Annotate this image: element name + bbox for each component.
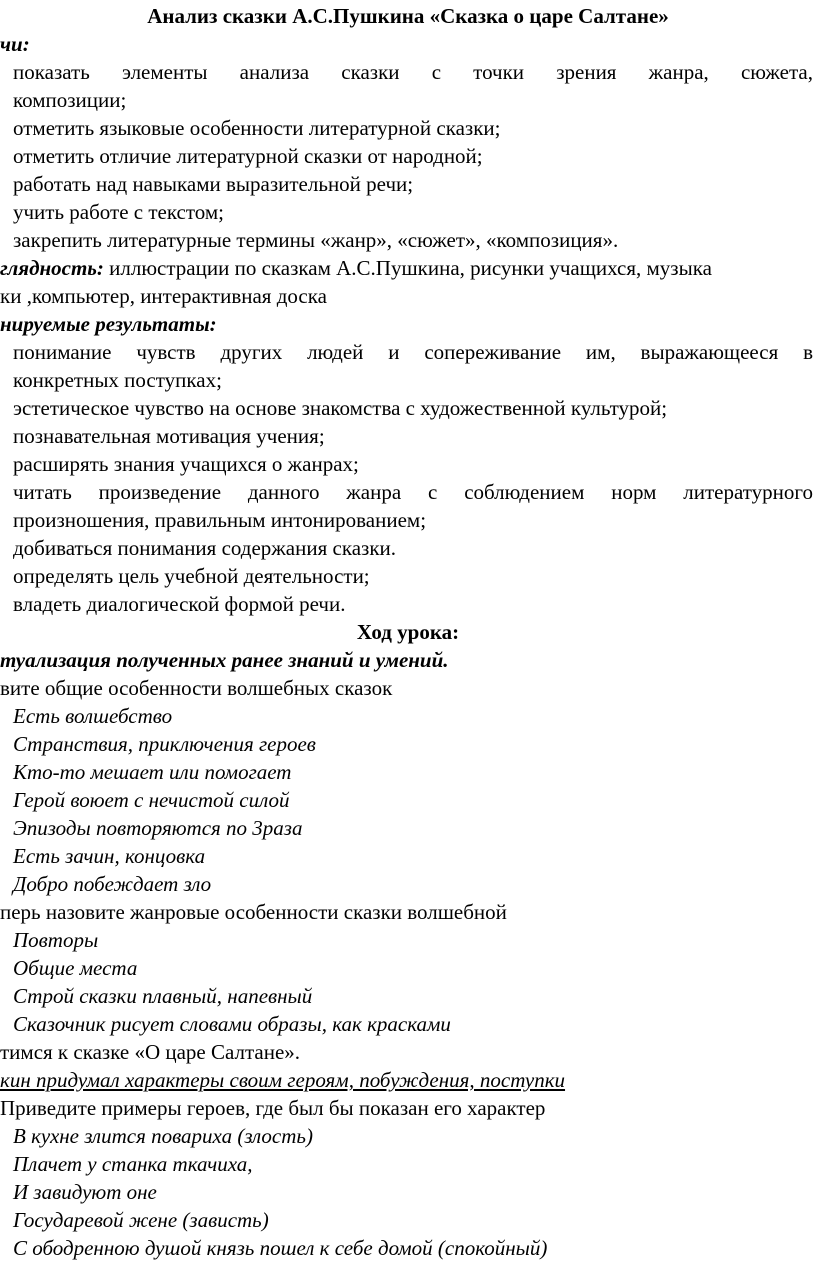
result-item: конкретных поступках;	[13, 368, 222, 392]
document-title: Анализ сказки А.С.Пушкина «Сказка о царе Салтане»	[147, 4, 669, 28]
task-item: отметить языковые особенности литературной сказки;	[13, 116, 501, 140]
result-item: произношения, правильным интонированием;	[13, 508, 427, 532]
lesson-heading: Ход урока:	[356, 620, 460, 644]
visual-aids-text: иллюстрации по сказкам А.С.Пушкина, рисунки учащихся, музыка	[109, 256, 712, 280]
result-item: определять цель учебной деятельности;	[13, 564, 370, 588]
quote-line: Плачет у станка ткачиха,	[13, 1152, 253, 1176]
genre-feature-item: Строй сказки плавный, напевный	[13, 984, 313, 1008]
feature-item: Кто-то мешает или помогает	[13, 760, 292, 784]
quote-line: В кухне злится повариха (злость)	[13, 1124, 313, 1148]
feature-item: Есть зачин, концовка	[13, 844, 206, 868]
task-item: учить работе с текстом;	[13, 200, 224, 224]
pushkin-characters-line: кин придумал характеры своим героям, побуждения, поступки	[0, 1068, 566, 1092]
visual-aids-text-continued: ки ,компьютер, интерактивная доска	[0, 284, 327, 308]
visual-aids-line	[0, 254, 712, 282]
quote-line: И завидуют оне	[13, 1180, 157, 1204]
task-item: закрепить литературные термины «жанр», «сюжет», «композиция».	[13, 228, 619, 252]
task-item: показать элементы анализа сказки с точки зрения жанра, сюжета,	[13, 60, 813, 84]
result-item: эстетическое чувство на основе знакомства с художественной культурой;	[13, 396, 668, 420]
result-item: владеть диалогической формой речи.	[13, 592, 346, 616]
visual-aids-label: глядность:	[0, 256, 104, 280]
genre-feature-item: Повторы	[13, 928, 99, 952]
task-item: отметить отличие литературной сказки от народной;	[13, 144, 483, 168]
result-item: расширять знания учащихся о жанрах;	[13, 452, 359, 476]
task-item: работать над навыками выразительной речи;	[13, 172, 414, 196]
examples-prompt: Приведите примеры героев, где был бы показан его характер	[0, 1096, 546, 1120]
result-item: читать произведение данного жанра с соблюдением норм литературного	[13, 480, 813, 504]
result-item: добиваться понимания содержания сказки.	[13, 536, 397, 560]
transition-line: тимся к сказке «О царе Салтане».	[0, 1040, 301, 1064]
question-line: перь назовите жанровые особенности сказки волшебной	[0, 900, 507, 924]
task-item: композиции;	[13, 88, 127, 112]
question-line: вите общие особенности волшебных сказок	[0, 676, 393, 700]
quote-line: С ободренною душой князь пошел к себе домой (спокойный)	[13, 1236, 548, 1260]
quote-line: Государевой жене (зависть)	[13, 1208, 269, 1232]
feature-item: Странствия, приключения героев	[13, 732, 316, 756]
result-item: понимание чувств других людей и сопереживание им, выражающееся в	[13, 340, 813, 364]
feature-item: Есть волшебство	[13, 704, 173, 728]
results-label: нируемые результаты:	[0, 312, 217, 336]
genre-feature-item: Общие места	[13, 956, 138, 980]
tasks-label: чи:	[0, 32, 30, 56]
result-item: познавательная мотивация учения;	[13, 424, 325, 448]
feature-item: Добро побеждает зло	[13, 872, 212, 896]
feature-item: Герой воюет с нечистой силой	[13, 788, 290, 812]
feature-item: Эпизоды повторяются по 3раза	[13, 816, 303, 840]
actualization-heading: туализация полученных ранее знаний и умений.	[0, 648, 449, 672]
genre-feature-item: Сказочник рисует словами образы, как красками	[13, 1012, 451, 1036]
